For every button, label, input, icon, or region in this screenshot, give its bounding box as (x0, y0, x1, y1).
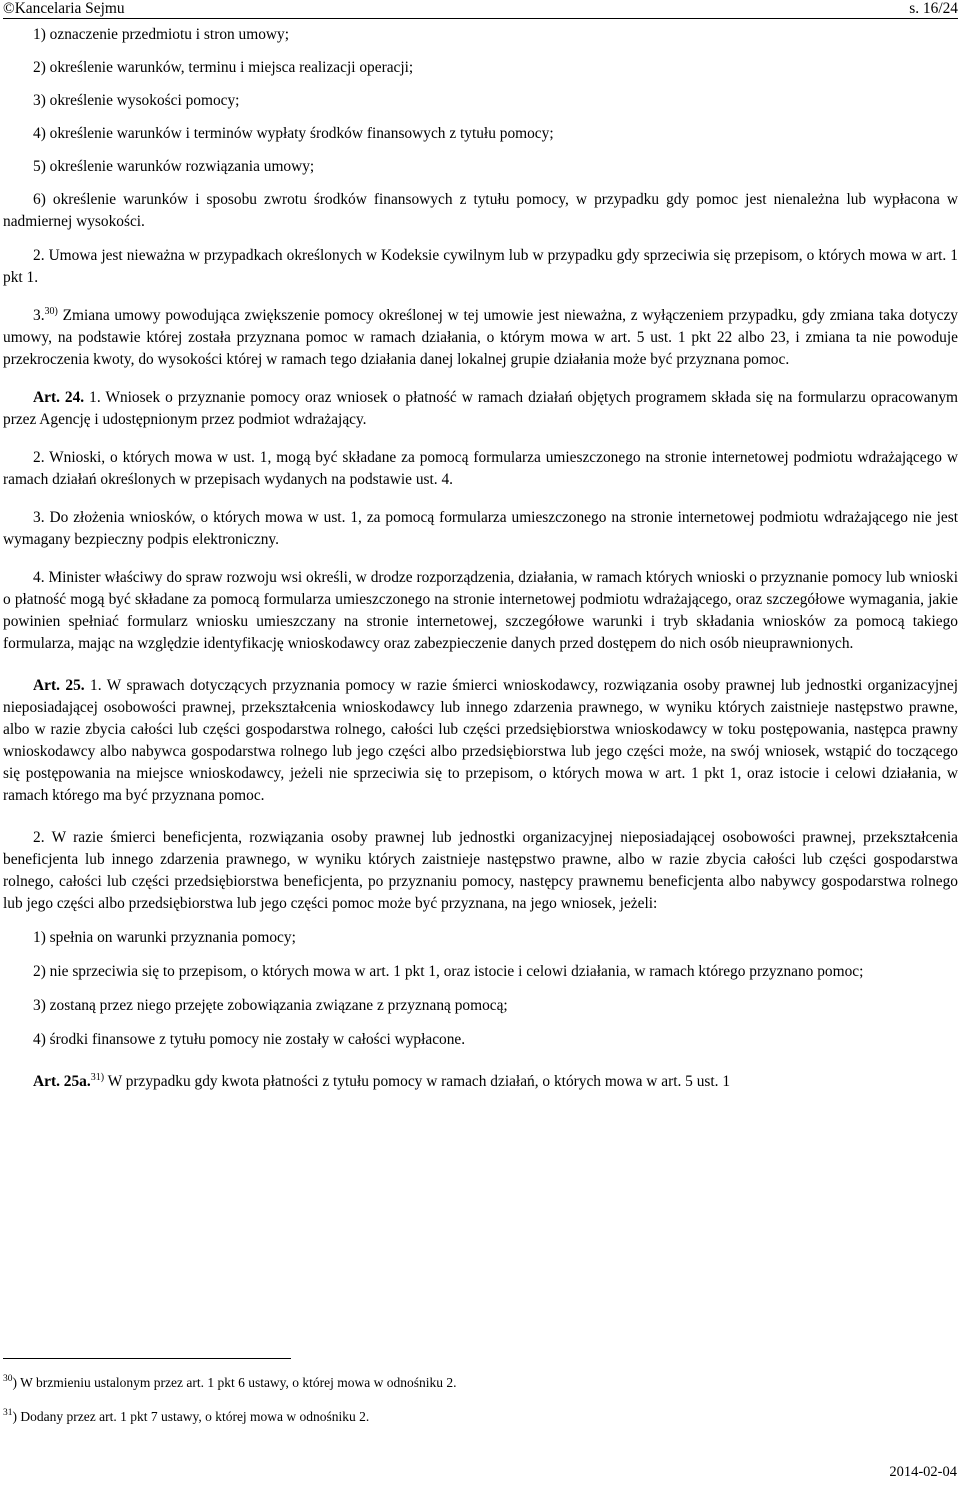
list-item: 4) określenie warunków i terminów wypłaty środków finansowych z tytułu pomocy; (33, 125, 554, 142)
footnote-ref: 30) (44, 306, 58, 317)
footnote-text: ) W brzmieniu ustalonym przez art. 1 pkt 6 ustawy, o której mowa w odnośniku 2. (12, 1375, 457, 1390)
article-label: Art. 25. (33, 677, 85, 694)
footnote-number: 30 (3, 1374, 13, 1384)
list-item: 1) spełnia on warunki przyznania pomocy; (33, 929, 296, 946)
paragraph-2: 2. Umowa jest nieważna w przypadkach określonych w Kodeksie cywilnym lub w przypadku gdy sprzeciwia się przepisom, o których mowa w art. 1 pkt 1. (3, 247, 958, 286)
document-body (3, 24, 958, 1093)
art-25a-paragraph (3, 1071, 958, 1093)
paragraph-text: 1. W sprawach dotyczących przyznania pomocy w razie śmierci wnioskodawcy, rozwiązania osoby prawnej lub jednostki organizacyjnej nieposiadającej osobowości prawnej, przekształcenia wnioskodawcy lub innego zdarzenia prawnego, w wyniku których zaistnieje następstwo prawne, albo w razie zbycia całości lub części gospodarstwa rolnego, całości lub części przedsiębiorstwa wnioskodawcy w toku postępowania, następca prawny wnioskodawcy albo nabywca gospodarstwa rolnego lub jego części albo przedsiębiorstwa lub jego części może, na swój wniosek, wstąpić do toczącego się postępowania na miejsce wnioskodawcy, jeżeli nie sprzeciwia się to przepisom, o których mowa w art. 1 pkt 1, oraz istocie i celowi działania, w ramach którego ma być przyznana pomoc. (3, 677, 958, 804)
paragraph-text: W przypadku gdy kwota płatności z tytułu pomocy w ramach działań, o których mowa w art. 5 ust. 1 (104, 1073, 731, 1090)
footnote-divider (3, 1358, 291, 1359)
paragraph-number: 3. (33, 307, 45, 324)
list-item: 2) określenie warunków, terminu i miejsca realizacji operacji; (33, 59, 414, 76)
art-25-paragraph-2: 2. W razie śmierci beneficjenta, rozwiązania osoby prawnej lub jednostki organizacyjnej nieposiadającej osobowości prawnej, przekształcenia beneficjenta lub innego zdarzenia prawnego, w wyniku których zaistnieje następstwo prawne, albo w razie zbycia całości lub części gospodarstwa rolnego, całości lub części przedsiębiorstwa beneficjenta, po przyznaniu pomocy, następcy prawnemu beneficjenta albo nabywcy gospodarstwa rolnego lub jego części albo przedsiębiorstwa lub jego części pomoc może być przyznana, na jego wniosek, jeżeli: (3, 829, 958, 912)
art-24-paragraph-2: 2. Wnioski, o których mowa w ust. 1, mogą być składane za pomocą formularza umieszczonego na stronie internetowej podmiotu wdrażającego w ramach działań określonych w przepisach wydanych na podstawie ust. 4. (3, 449, 958, 488)
footnote-number: 31 (3, 1408, 13, 1418)
paragraph-text: 1. Wniosek o przyznanie pomocy oraz wniosek o płatność w ramach działań objętych programem składa się na formularzu opracowanym przez Agencję i udostępnionym przez podmiot wdrażający. (3, 389, 958, 428)
page-header (3, 0, 958, 19)
art-24-paragraph-4: 4. Minister właściwy do spraw rozwoju wsi określi, w drodze rozporządzenia, działania, w ramach których wnioski o przyznanie pomocy lub wnioski o płatność mogą być składane za pomocą formularza umieszczonego na stronie internetowej podmiotu wdrażającego, oraz szczegółowe wymagania, jakie powinien spełniać formularz wniosku umieszczany na stronie internetowej, szczegółowe warunki i tryb składania wniosków za pomocą takiego formularza, mając na względzie identyfikację wnioskodawcy oraz zabezpieczenie danych przed dostępem do nich osób nieuprawnionych. (3, 569, 958, 652)
list-item: 6) określenie warunków i sposobu zwrotu środków finansowych z tytułu pomocy, w przypadku gdy pomoc jest nienależna lub wypłacona w nadmiernej wysokości. (3, 191, 958, 230)
list-item: 1) oznaczenie przedmiotu i stron umowy; (33, 26, 290, 43)
list-item: 3) zostaną przez niego przejęte zobowiązania związane z przyznaną pomocą; (33, 997, 508, 1014)
footnotes (3, 1373, 958, 1441)
paragraph-text: Zmiana umowy powodująca zwiększenie pomocy określonej w tej umowie jest nieważna, z wyłączeniem przypadku, gdy zmiana taka dotyczy umowy, na podstawie której została przyznana pomoc w ramach działania, o którym mowa w art. 5 ust. 1 pkt 22 albo 23, i zmiana ta nie powoduje przekroczenia kwoty, do wysokości której w ramach tego działania danej lokalnej grupie działania może być przyznana pomoc. (3, 307, 958, 368)
paragraph-3 (3, 305, 958, 371)
list-item: 4) środki finansowe z tytułu pomocy nie zostały w całości wypłacone. (33, 1031, 466, 1048)
article-label: Art. 24. (33, 389, 85, 406)
art-25-paragraph-1 (3, 675, 958, 807)
footnote-text: ) Dodany przez art. 1 pkt 7 ustawy, o której mowa w odnośniku 2. (12, 1409, 370, 1424)
header-publisher: ©Kancelaria Sejmu (3, 0, 125, 17)
art-24-paragraph-3: 3. Do złożenia wniosków, o których mowa w ust. 1, za pomocą formularza umieszczonego na stronie internetowej podmiotu wdrażającego nie jest wymagany bezpieczny podpis elektroniczny. (3, 509, 958, 548)
footnote (3, 1373, 958, 1393)
list-item: 2) nie sprzeciwia się to przepisom, o których mowa w art. 1 pkt 1, oraz istocie i celowi działania, w ramach którego przyznano pomoc; (33, 963, 864, 980)
article-label: Art. 25a. (33, 1073, 91, 1090)
list-item: 5) określenie warunków rozwiązania umowy; (33, 158, 315, 175)
footnote-ref: 31) (90, 1072, 105, 1083)
list-item: 3) określenie wysokości pomocy; (33, 92, 240, 109)
footer-date: 2014-02-04 (889, 1464, 957, 1480)
header-page-number: s. 16/24 (909, 0, 958, 17)
art-24-paragraph-1 (3, 387, 958, 431)
footnote (3, 1407, 958, 1427)
